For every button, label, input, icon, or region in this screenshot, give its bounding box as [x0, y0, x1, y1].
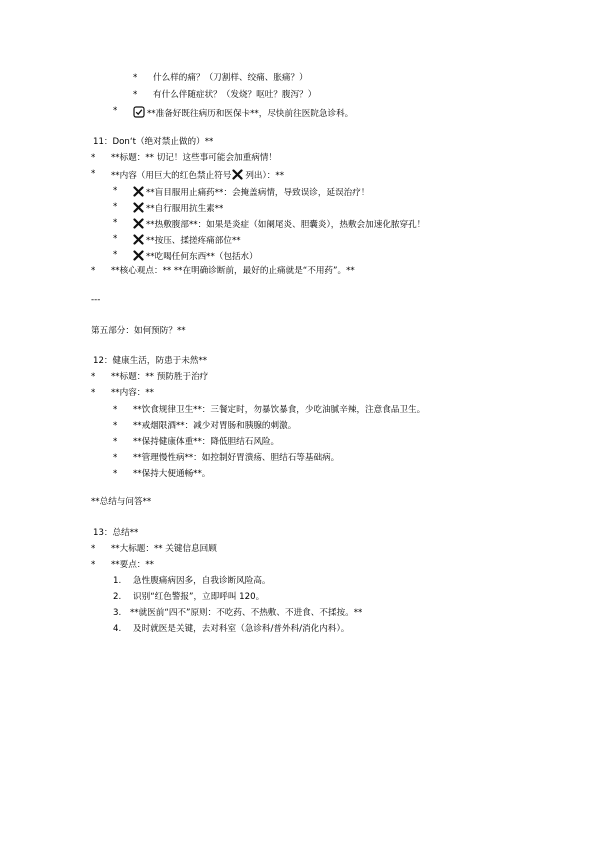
- separator-text: ---: [91, 295, 101, 305]
- list-item-text: **核心观点：** **在明确诊断前，最好的止痛就是“不用药”。**: [111, 266, 355, 276]
- list-item-text: **吃喝任何东西**（包括水）: [146, 252, 258, 262]
- bullet: *: [113, 186, 118, 196]
- bullet: *: [91, 266, 96, 276]
- bullet: *: [91, 560, 96, 570]
- list-item-text: **内容：**: [111, 388, 154, 398]
- heading-text: **总结与问答**: [91, 497, 152, 507]
- heading-text: 12：健康生活，防患于未然**: [93, 356, 208, 366]
- heading-text: 11：Don‘t（绝对禁止做的）**: [93, 137, 214, 147]
- cross-icon: [232, 169, 243, 180]
- bullet: *: [133, 90, 138, 100]
- bullet: *: [91, 372, 96, 382]
- list-item-text: 什么样的痛？（刀割样、绞痛、胀痛？）: [153, 73, 308, 83]
- list-item-text: **标题：** 预防胜于治疗: [111, 372, 209, 382]
- heading-text: 13：总结**: [93, 528, 139, 538]
- item-number: 1.: [113, 576, 122, 586]
- list-item-text: 有什么伴随症状？（发烧？呕吐？腹泻？）: [153, 90, 317, 100]
- list-item-content: [133, 186, 369, 199]
- list-item-text: **自行服用抗生素**: [146, 204, 224, 214]
- bullet: *: [113, 218, 118, 228]
- bullet: *: [133, 73, 138, 83]
- list-item-text: 识别“红色警报”，立即呼叫 120。: [133, 592, 265, 602]
- bullet: *: [91, 153, 96, 163]
- item-number: 4.: [113, 624, 122, 634]
- bullet: *: [113, 250, 118, 260]
- list-item-text: **保持大便通畅**。: [133, 469, 211, 479]
- list-item-text: **盲目服用止痛药**：会掩盖病情，导致误诊，延误治疗！: [146, 188, 370, 198]
- list-item-content: [111, 169, 284, 182]
- list-item-content: [133, 218, 425, 231]
- bullet: *: [113, 421, 118, 431]
- cross-icon: [133, 250, 144, 261]
- list-item-text: **内容（用巨大的红色禁止符号: [111, 171, 232, 181]
- bullet: *: [113, 202, 118, 212]
- list-item-text: **大标题：** 关键信息回顾: [111, 544, 217, 554]
- bullet: *: [113, 405, 118, 415]
- list-item-text: 急性腹痛病因多，自我诊断风险高。: [133, 576, 271, 586]
- list-item-content: [133, 106, 353, 120]
- list-item-text: 及时就医是关键，去对科室（急诊科/普外科/消化内科）。: [133, 624, 350, 634]
- bullet: *: [113, 234, 118, 244]
- cross-icon: [133, 202, 144, 213]
- check-box-icon: [133, 106, 145, 118]
- list-item-text: **热敷腹部**：如果是炎症（如阑尾炎、胆囊炎），热敷会加速化脓穿孔！: [146, 220, 426, 230]
- list-item-text: **标题：** 切记！这些事可能会加重病情！: [111, 153, 278, 163]
- list-item-content: [133, 234, 241, 247]
- cross-icon: [133, 218, 144, 229]
- item-number: 3.: [113, 608, 122, 618]
- bullet: *: [91, 169, 96, 179]
- list-item-text: **管理慢性病**：如控制好胃溃疡、胆结石等基础病。: [133, 453, 340, 463]
- list-item-text: **保持健康体重**：降低胆结石风险。: [133, 437, 280, 447]
- heading-text: 第五部分：如何预防？**: [91, 326, 186, 336]
- list-item-content: [133, 202, 223, 215]
- list-item-content: [133, 250, 258, 263]
- bullet: *: [91, 544, 96, 554]
- bullet: *: [91, 388, 96, 398]
- bullet: *: [113, 469, 118, 479]
- bullet: *: [113, 106, 118, 116]
- list-item-text: **就医前“四不”原则：不吃药、不热敷、不进食、不揉按。**: [130, 608, 363, 618]
- list-item-text: **按压、揉搓疼痛部位**: [146, 236, 241, 246]
- list-item-text: **要点：**: [111, 560, 154, 570]
- bullet: *: [113, 437, 118, 447]
- list-item-text: **饮食规律卫生**：三餐定时，勿暴饮暴食，少吃油腻辛辣，注意食品卫生。: [133, 405, 426, 415]
- bullet: *: [113, 453, 118, 463]
- item-number: 2.: [113, 592, 122, 602]
- list-item-text: 列出）：**: [245, 171, 284, 181]
- cross-icon: [133, 234, 144, 245]
- cross-icon: [133, 186, 144, 197]
- list-item-text: **准备好既往病历和医保卡**，尽快前往医院急诊科。: [147, 109, 354, 119]
- list-item-text: **戒烟限酒**：减少对胃肠和胰腺的刺激。: [133, 421, 297, 431]
